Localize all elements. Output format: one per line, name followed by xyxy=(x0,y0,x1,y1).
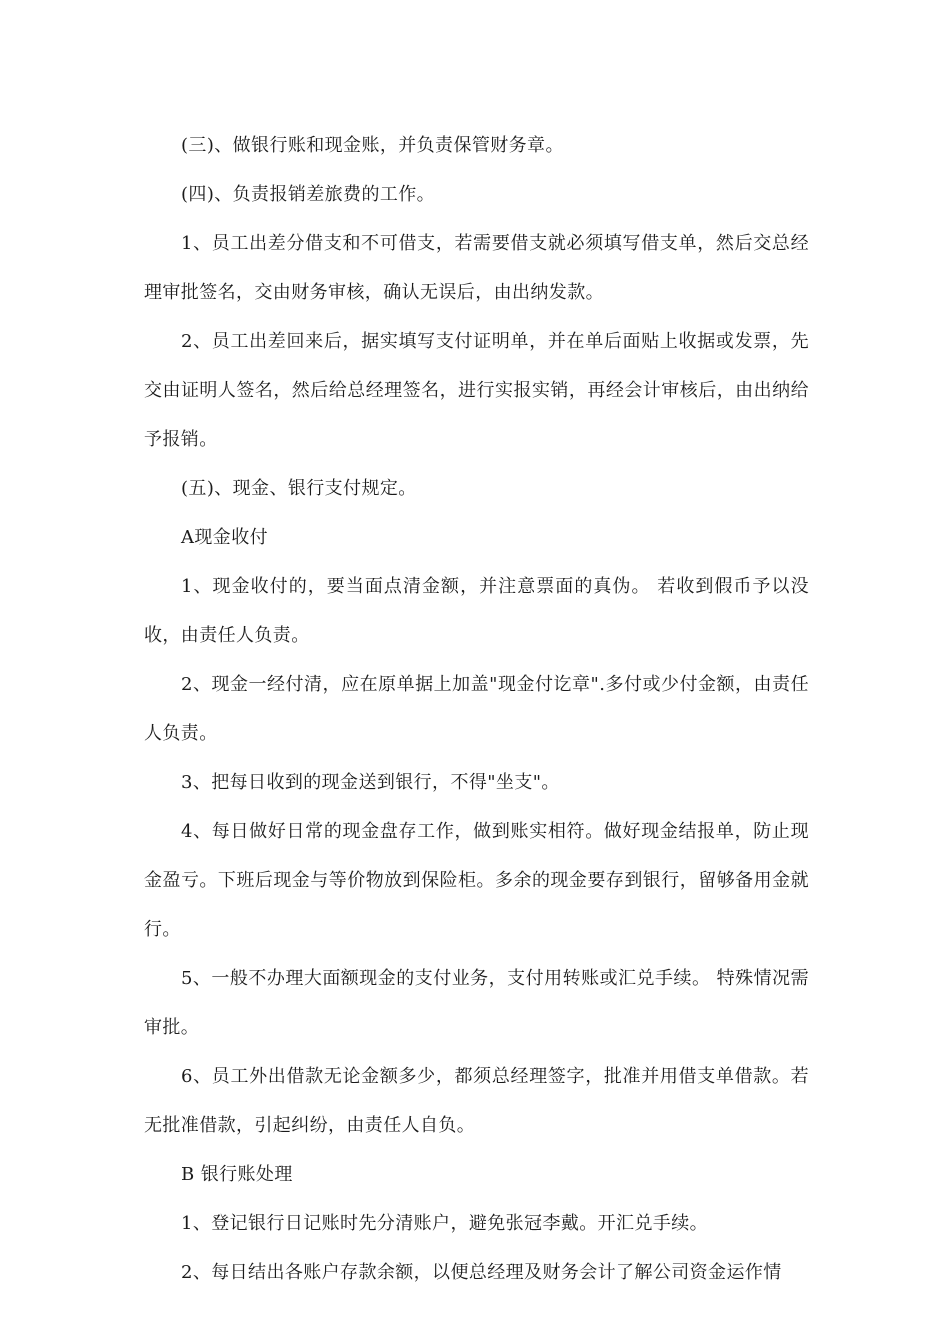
paragraph-cash-6: 6、员工外出借款无论金额多少，都须总经理签字，批准并用借支单借款。若无批准借款，引起纠纷，由责任人自负。 xyxy=(144,1066,809,1136)
paragraph-travel-2: 2、员工出差回来后，据实填写支付证明单，并在单后面贴上收据或发票，先交由证明人签名，然后给总经理签名，进行实报实销，再经会计审核后，由出纳给予报销。 xyxy=(144,331,809,450)
paragraph-duty-5: (五)、现金、银行支付规定。 xyxy=(181,478,417,499)
paragraph-travel-1: 1、员工出差分借支和不可借支，若需要借支就必须填写借支单，然后交总经理审批签名，交由财务审核，确认无误后，由出纳发款。 xyxy=(144,233,809,303)
paragraph-cash-1: 1、现金收付的，要当面点清金额，并注意票面的真伪。 若收到假币予以没收，由责任人负责。 xyxy=(144,576,809,646)
document-body xyxy=(144,121,809,1297)
section-heading-cash: A现金收付 xyxy=(181,527,268,548)
paragraph-cash-3: 3、把每日收到的现金送到银行，不得"坐支"。 xyxy=(181,772,560,793)
paragraph-cash-5: 5、一般不办理大面额现金的支付业务，支付用转账或汇兑手续。 特殊情况需审批。 xyxy=(144,968,809,1038)
paragraph-duty-4: (四)、负责报销差旅费的工作。 xyxy=(181,184,436,205)
paragraph-bank-1: 1、登记银行日记账时先分清账户，避免张冠李戴。开汇兑手续。 xyxy=(181,1213,709,1234)
paragraph-bank-2: 2、每日结出各账户存款余额，以便总经理及财务会计了解公司资金运作情 xyxy=(181,1262,782,1283)
paragraph-cash-2: 2、现金一经付清，应在原单据上加盖"现金付讫章".多付或少付金额，由责任人负责。 xyxy=(144,674,809,744)
section-heading-bank: B 银行账处理 xyxy=(181,1164,293,1185)
paragraph-duty-3: (三)、做银行账和现金账，并负责保管财务章。 xyxy=(181,135,564,156)
paragraph-cash-4: 4、每日做好日常的现金盘存工作，做到账实相符。做好现金结报单，防止现金盈亏。下班后现金与等价物放到保险柜。多余的现金要存到银行，留够备用金就行。 xyxy=(144,821,809,940)
